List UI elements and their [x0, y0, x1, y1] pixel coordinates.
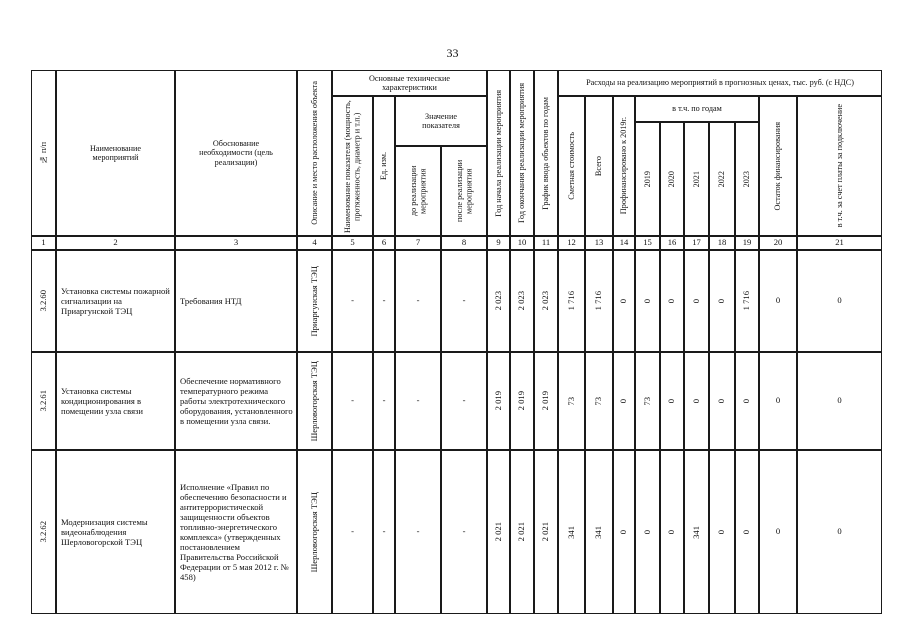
column-number-label: 11 — [541, 237, 551, 248]
cell-value: 341 — [690, 525, 701, 539]
cell-value: 73 — [593, 396, 604, 406]
cell-value: 0 — [666, 529, 677, 535]
header-schedule: График ввода объектов по годам — [534, 70, 558, 236]
cell-value: - — [416, 295, 420, 306]
cell-value: 3.2.60 — [37, 290, 48, 312]
column-number-label: 17 — [692, 237, 701, 248]
cell-value: - — [462, 526, 466, 537]
table-cell-y2022 — [709, 450, 735, 614]
column-number-17 — [684, 236, 709, 250]
table-cell-schedule — [534, 450, 558, 614]
cell-value: 0 — [741, 398, 752, 404]
cell-value: 0 — [775, 295, 781, 306]
column-number-12 — [558, 236, 585, 250]
column-number-label: 14 — [619, 237, 629, 248]
column-number-label: 1 — [41, 237, 46, 248]
table-cell-total — [585, 352, 613, 450]
column-number-label: 12 — [567, 237, 576, 248]
column-number-19 — [735, 236, 759, 250]
cell-value: 0 — [741, 529, 752, 535]
cell-value: 2 021 — [516, 522, 527, 542]
cell-value: 0 — [690, 398, 701, 404]
table-cell-total — [585, 450, 613, 614]
column-number-label: 7 — [415, 237, 421, 248]
column-number-label: 20 — [773, 237, 783, 248]
table-cell-schedule — [534, 250, 558, 352]
page-number: 33 — [446, 46, 459, 60]
table-cell-total — [585, 250, 613, 352]
table-cell-end-year — [510, 450, 534, 614]
cell-value: 0 — [775, 395, 781, 406]
cell-value: 0 — [716, 529, 727, 535]
table-cell-indicator — [332, 450, 373, 614]
cell-value: 2 019 — [540, 391, 551, 411]
table-cell-estimated-cost — [558, 250, 585, 352]
header-indicator: Наименование показателя (мощность, протяженность, диаметр и т.п.) — [332, 96, 373, 236]
cell-value: 0 — [666, 298, 677, 304]
cell-value: 1 716 — [593, 291, 604, 311]
cell-value: - — [382, 526, 386, 537]
cell-value: Установка системы кондиционирования в помещении узла связи — [61, 385, 144, 417]
header-tech-group: Основные технические характеристики — [332, 70, 487, 96]
header-end-year: Год окончания реализации мероприятия — [510, 70, 534, 236]
header-unit: Ед. изм. — [373, 96, 395, 236]
column-number-label: 3 — [233, 237, 239, 248]
cell-value: 0 — [618, 529, 629, 535]
table-cell-remaining — [759, 250, 797, 352]
table-cell-y2021 — [684, 450, 709, 614]
cell-value: Исполнение «Правил по обеспечению безопасности и антитеррористической защищенности объектов топливно-энергетического комплекса» (утвержденных постановлением Правительства Российской Федерации от 5 мая 2012 г. № 458) — [180, 481, 289, 583]
table-cell-y2023 — [735, 250, 759, 352]
header-start-year: Год начала реализации мероприятия — [487, 70, 510, 236]
cell-value: 0 — [716, 398, 727, 404]
header-location: Описание и место расположения объекта — [297, 70, 332, 236]
table-cell-connection-fee — [797, 450, 882, 614]
table-cell-estimated-cost — [558, 450, 585, 614]
cell-value: 0 — [837, 295, 842, 306]
table-cell-y2022 — [709, 352, 735, 450]
column-number-6 — [373, 236, 395, 250]
column-number-label: 19 — [742, 237, 752, 248]
table-cell-end-year — [510, 352, 534, 450]
column-number-label: 4 — [312, 237, 317, 248]
cell-value: Установка системы пожарной сигнализации на Приаргунской ТЭЦ — [61, 285, 170, 317]
table-cell-location — [297, 450, 332, 614]
column-number-3 — [175, 236, 297, 250]
table-cell-y2023 — [735, 450, 759, 614]
table-cell-y2020 — [660, 450, 684, 614]
table-cell-financed-2019 — [613, 450, 635, 614]
cell-value: 341 — [593, 525, 604, 539]
table-cell-justification — [175, 250, 297, 352]
column-number-21 — [797, 236, 882, 250]
column-number-label: 15 — [643, 237, 652, 248]
table-cell-before — [395, 250, 441, 352]
table-cell-name — [56, 352, 175, 450]
header-year-2020: 2020 — [660, 122, 684, 236]
column-number-label: 21 — [835, 237, 844, 248]
cell-value: 2 023 — [540, 291, 551, 311]
table-cell-before — [395, 352, 441, 450]
column-number-11 — [534, 236, 558, 250]
cell-value: 0 — [716, 298, 727, 304]
cell-value: 2 019 — [492, 391, 503, 411]
column-number-label: 10 — [517, 237, 527, 248]
table-cell-y2019 — [635, 450, 660, 614]
cell-value: Модернизация системы видеонаблюдения Шерловогорской ТЭЦ — [61, 516, 148, 548]
table-cell-end-year — [510, 250, 534, 352]
column-number-label: 16 — [667, 237, 677, 248]
column-number-label: 18 — [717, 237, 727, 248]
table-cell-start-year — [487, 450, 510, 614]
table-cell-connection-fee — [797, 352, 882, 450]
table-cell-start-year — [487, 250, 510, 352]
cell-value: 3.2.62 — [37, 521, 48, 543]
header-connection-fee: в т.ч. за счет платы за подключение — [797, 96, 882, 236]
header-after: после реализации мероприятия — [441, 146, 487, 236]
column-number-14 — [613, 236, 635, 250]
column-number-16 — [660, 236, 684, 250]
header-year-2022: 2022 — [709, 122, 735, 236]
table-cell-before — [395, 450, 441, 614]
table-cell-start-year — [487, 352, 510, 450]
cell-value: 73 — [565, 396, 576, 406]
table-cell-name — [56, 250, 175, 352]
cell-value: - — [416, 526, 420, 537]
table-cell-financed-2019 — [613, 352, 635, 450]
column-number-2 — [56, 236, 175, 250]
table-cell-id — [31, 450, 56, 614]
table-cell-unit — [373, 352, 395, 450]
cell-value: 2 019 — [516, 391, 527, 411]
cell-value: 0 — [618, 398, 629, 404]
table-cell-y2022 — [709, 250, 735, 352]
column-number-label: 6 — [381, 237, 387, 248]
cell-value: 2 021 — [540, 522, 551, 542]
cell-value: 0 — [641, 298, 652, 304]
header-year-2021: 2021 — [684, 122, 709, 236]
table-cell-remaining — [759, 450, 797, 614]
header-year-2023: 2023 — [735, 122, 759, 236]
table-cell-justification — [175, 352, 297, 450]
cell-value: Шерловогорская ТЭЦ — [308, 491, 319, 573]
cell-value: - — [382, 395, 386, 406]
table-cell-justification — [175, 450, 297, 614]
cell-value: Приаргунская ТЭЦ — [308, 265, 319, 337]
header-justification: Обоснование необходимости (цель реализации) — [175, 70, 297, 236]
header-year-2019: 2019 — [635, 122, 660, 236]
table-cell-unit — [373, 450, 395, 614]
header-value-group: Значение показателя — [395, 96, 487, 146]
header-remaining: Остаток финансирования — [759, 96, 797, 236]
table-cell-y2019 — [635, 250, 660, 352]
cell-value: 73 — [641, 396, 652, 406]
cell-value: Шерловогорская ТЭЦ — [308, 360, 319, 442]
table-cell-id — [31, 352, 56, 450]
table-cell-y2021 — [684, 352, 709, 450]
cell-value: 2 021 — [492, 522, 503, 542]
table-cell-remaining — [759, 352, 797, 450]
column-number-13 — [585, 236, 613, 250]
cell-value: - — [351, 295, 354, 306]
header-financed-2019: Профинансировано к 2019г. — [613, 96, 635, 236]
column-number-8 — [441, 236, 487, 250]
column-number-label: 9 — [496, 237, 501, 248]
column-number-label: 8 — [461, 237, 467, 248]
column-number-10 — [510, 236, 534, 250]
cell-value: - — [416, 395, 420, 406]
cell-value: 0 — [666, 398, 677, 404]
header-total: Всего — [585, 96, 613, 236]
table-cell-y2023 — [735, 352, 759, 450]
column-number-18 — [709, 236, 735, 250]
cell-value: 1 716 — [565, 291, 576, 311]
header-years-group: в т.ч. по годам — [635, 96, 759, 122]
column-number-4 — [297, 236, 332, 250]
table-cell-y2019 — [635, 352, 660, 450]
table-cell-unit — [373, 250, 395, 352]
table-cell-schedule — [534, 352, 558, 450]
column-number-label: 13 — [594, 237, 604, 248]
column-number-15 — [635, 236, 660, 250]
cell-value: 0 — [618, 298, 629, 304]
table-cell-y2020 — [660, 352, 684, 450]
column-number-7 — [395, 236, 441, 250]
table-cell-name — [56, 450, 175, 614]
table-cell-after — [441, 352, 487, 450]
table-cell-id — [31, 250, 56, 352]
table-cell-indicator — [332, 352, 373, 450]
column-number-20 — [759, 236, 797, 250]
cell-value: 341 — [565, 525, 576, 539]
cell-value: 0 — [837, 526, 842, 537]
cell-value: - — [351, 395, 354, 406]
cell-value: 0 — [641, 529, 652, 535]
table-cell-y2020 — [660, 250, 684, 352]
table-cell-connection-fee — [797, 250, 882, 352]
cell-value: 0 — [775, 526, 781, 537]
cell-value: 3.2.61 — [37, 390, 48, 412]
column-number-label: 2 — [113, 237, 118, 248]
table-cell-after — [441, 250, 487, 352]
cell-value: - — [351, 526, 354, 537]
cell-value: 0 — [690, 298, 701, 304]
cell-value: Обеспечение нормативного температурного режима работы электротехнического оборудования, установленного в помещении узла связи. — [180, 375, 293, 427]
header-number: № п/п — [31, 70, 56, 236]
cell-value: - — [382, 295, 386, 306]
cell-value: - — [462, 295, 466, 306]
column-number-label: 5 — [350, 237, 355, 248]
cell-value: 1 716 — [741, 291, 752, 311]
header-estimated-cost: Сметная стоимость — [558, 96, 585, 236]
column-number-1 — [31, 236, 56, 250]
table-cell-location — [297, 250, 332, 352]
header-before: до реализации мероприятия — [395, 146, 441, 236]
column-number-5 — [332, 236, 373, 250]
cell-value: Требования НТД — [180, 295, 242, 306]
table-cell-indicator — [332, 250, 373, 352]
cell-value: 2 023 — [516, 291, 527, 311]
table-cell-financed-2019 — [613, 250, 635, 352]
table-cell-estimated-cost — [558, 352, 585, 450]
table-cell-location — [297, 352, 332, 450]
header-cost-group: Расходы на реализацию мероприятий в прогнозных ценах, тыс. руб. (с НДС) — [558, 70, 882, 96]
table-cell-y2021 — [684, 250, 709, 352]
cell-value: 2 023 — [492, 291, 503, 311]
table-cell-after — [441, 450, 487, 614]
cell-value: - — [462, 395, 466, 406]
cell-value: 0 — [837, 395, 842, 406]
header-name: Наименование мероприятий — [56, 70, 175, 236]
column-number-9 — [487, 236, 510, 250]
